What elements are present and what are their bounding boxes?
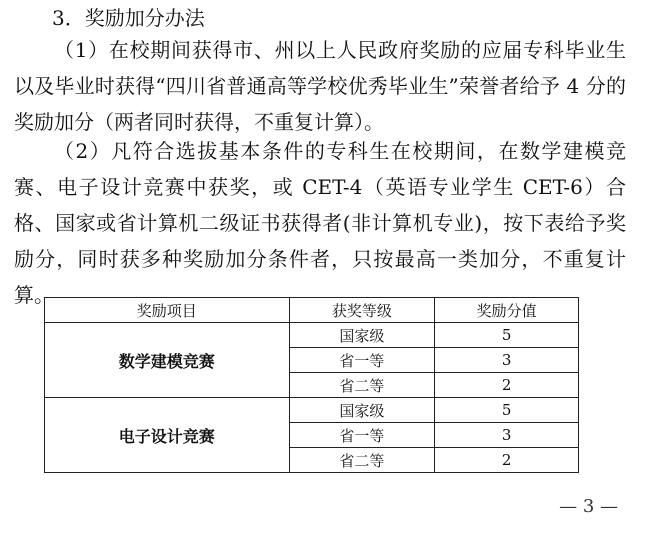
paragraph-award-honor: （1）在校期间获得市、州以上人民政府奖励的应届专科毕业生以及毕业时获得“四川省普通高等学校优秀毕业生”荣誉者给予 4 分的奖励加分（两者同时获得，不重复计算）。 xyxy=(14,38,626,134)
level-cell: 国家级 xyxy=(289,323,435,348)
score-cell: 2 xyxy=(435,373,579,398)
table-header-row xyxy=(45,298,579,323)
score-cell: 2 xyxy=(435,448,579,473)
header-project: 奖励项目 xyxy=(45,298,290,323)
level-cell: 国家级 xyxy=(289,398,435,423)
level-cell: 省二等 xyxy=(289,373,435,398)
score-cell: 5 xyxy=(435,398,579,423)
paragraph-award-competition: （2）凡符合选拔基本条件的专科生在校期间，在数学建模竞赛、电子设计竞赛中获奖，或 CET-4（英语专业学生 CET-6）合格、国家或省计算机二级证书获得者(非计算机专业)，按下表给予奖励分，同时获多种奖励加分条件者，只按最高一类加分，不重复计算。 xyxy=(14,139,626,307)
section-heading: 3．奖励加分办法 xyxy=(52,6,205,30)
header-score: 奖励分值 xyxy=(435,298,579,323)
table-row xyxy=(45,398,579,423)
page-number: — 3 — xyxy=(559,496,618,517)
score-cell: 3 xyxy=(435,423,579,448)
level-cell: 省一等 xyxy=(289,348,435,373)
project-cell: 数学建模竞赛 xyxy=(45,323,290,398)
award-score-table xyxy=(44,297,579,473)
project-cell: 电子设计竞赛 xyxy=(45,398,290,473)
table-row xyxy=(45,323,579,348)
score-cell: 3 xyxy=(435,348,579,373)
score-cell: 5 xyxy=(435,323,579,348)
header-level: 获奖等级 xyxy=(289,298,435,323)
level-cell: 省二等 xyxy=(289,448,435,473)
level-cell: 省一等 xyxy=(289,423,435,448)
